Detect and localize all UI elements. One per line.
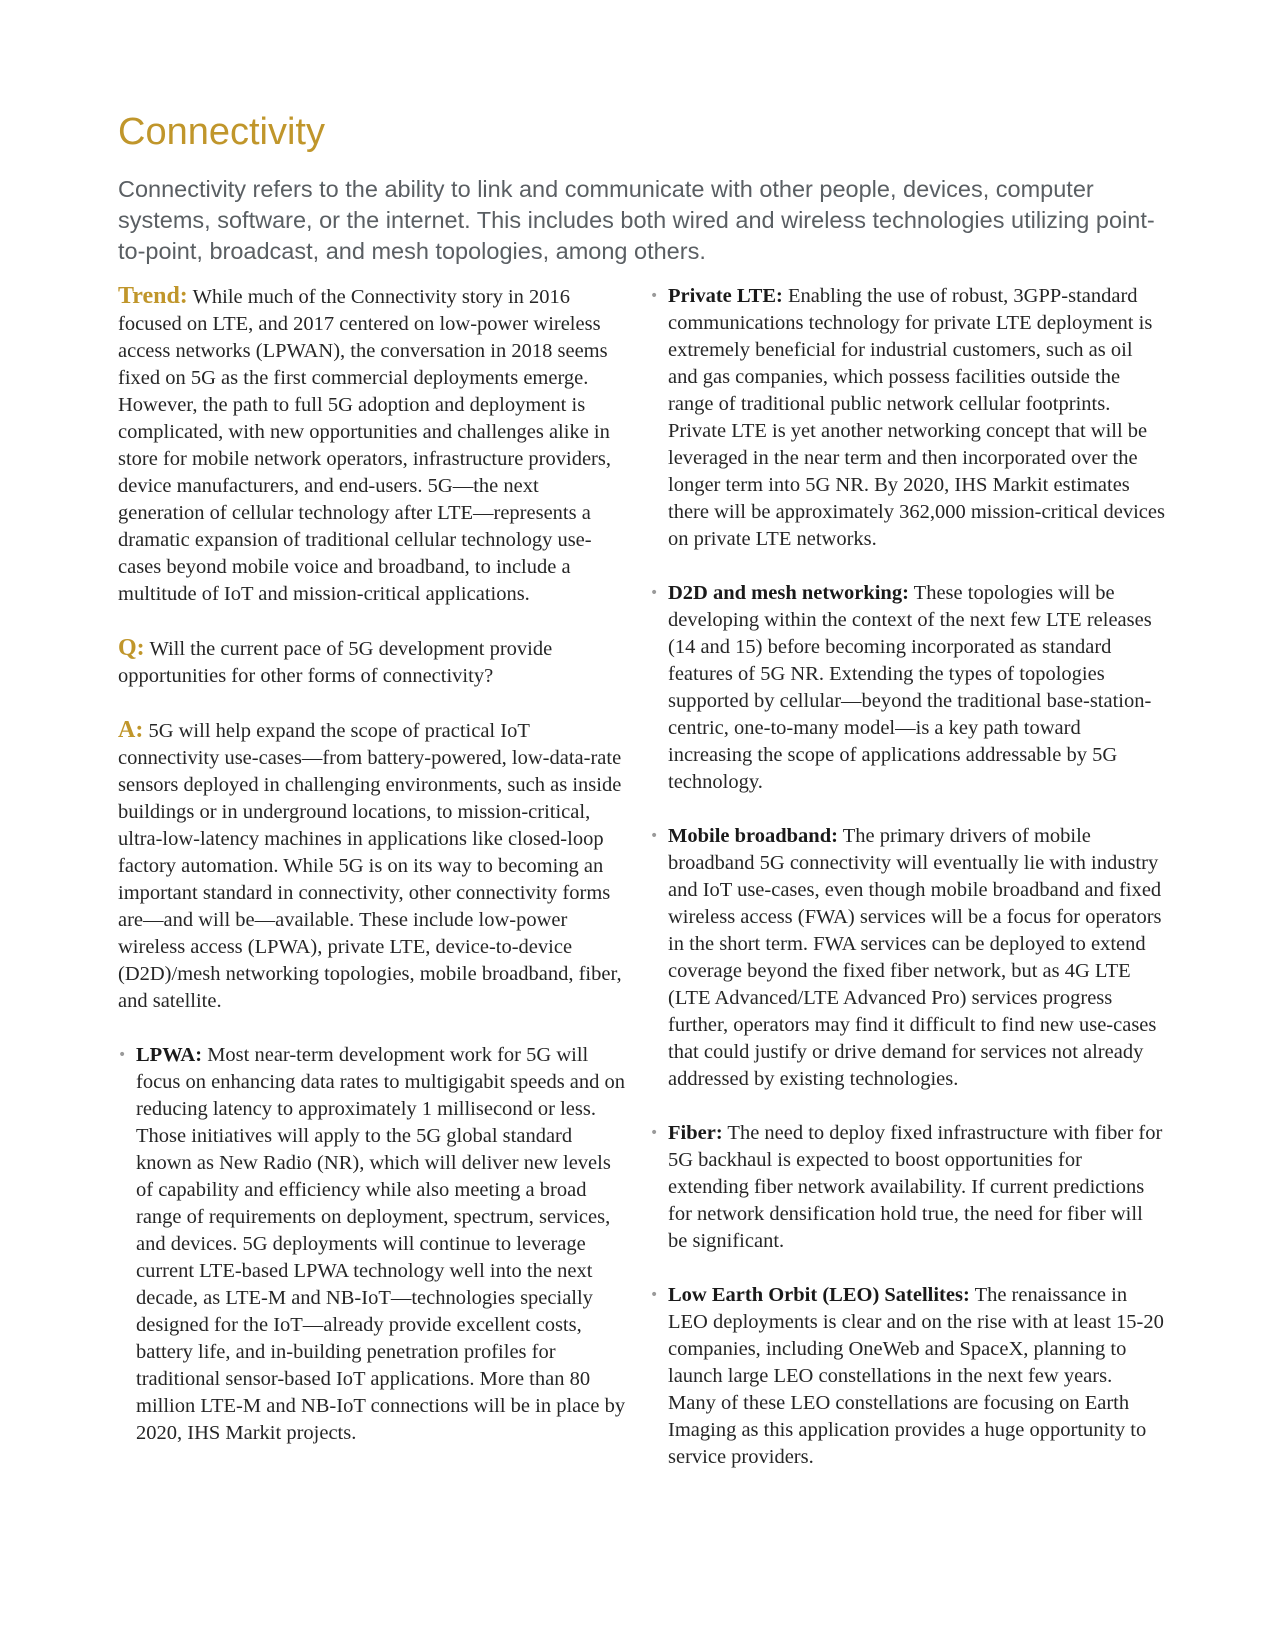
question-label: Q:: [118, 635, 145, 661]
answer-paragraph: [118, 717, 628, 1015]
bullet-icon: •: [118, 1047, 127, 1063]
bullet-item-fiber: [650, 1120, 1165, 1255]
bullet-term: Private LTE:: [668, 285, 783, 307]
bullet-icon: •: [650, 828, 659, 844]
bullet-text: Enabling the use of robust, 3GPP-standard communications technology for private LTE deployment is extremely beneficial for industrial customers, such as oil and gas companies, which possess facilities outside the range of traditional public network cellular footprints. Private LTE is yet another networking concept that will be leveraged in the near term and then incorporated over the longer term into 5G NR. By 2020, IHS Markit estimates there will be approximately 362,000 mission-critical devices on private LTE networks.: [668, 285, 1165, 550]
bullet-term: Mobile broadband:: [668, 825, 838, 847]
question-paragraph: [118, 635, 628, 690]
bullet-icon: •: [650, 1125, 659, 1141]
right-column: [650, 283, 1165, 1498]
bullet-text: These topologies will be developing within the context of the next few LTE releases (14 and 15) before becoming incorporated as standard features of 5G NR. Extending the types of topologies supported by cellular—beyond the traditional base-station-centric, one-to-many model—is a key path toward increasing the scope of applications addressable by 5G technology.: [668, 582, 1152, 793]
bullet-item-leo-satellites: [650, 1282, 1165, 1471]
intro-paragraph: Connectivity refers to the ability to link and communicate with other people, devices, computer systems, software, or the internet. This includes both wired and wireless technologies utilizing point-to-point, broadcast, and mesh topologies, among others.: [118, 176, 1155, 264]
bullet-term: LPWA:: [136, 1044, 203, 1066]
answer-label: A:: [118, 717, 144, 743]
bullet-item-d2d-mesh: [650, 580, 1165, 796]
bullet-text: The primary drivers of mobile broadband 5G connectivity will eventually lie with industry and IoT use-cases, even though mobile broadband and fixed wireless access (FWA) services will be a focus for operators in the short term. FWA services can be deployed to extend coverage beyond the fixed fiber network, but as 4G LTE (LTE Advanced/LTE Advanced Pro) services progress further, operators may find it difficult to find new use-cases that could justify or drive demand for services not already addressed by existing technologies.: [668, 825, 1162, 1090]
question-text: Will the current pace of 5G development provide opportunities for other forms of connectivity?: [118, 638, 553, 687]
bullet-item-mobile-broadband: [650, 823, 1165, 1093]
trend-paragraph: [118, 283, 628, 608]
bullet-term: Low Earth Orbit (LEO) Satellites:: [668, 1284, 970, 1306]
bullet-list-left: [118, 1042, 628, 1447]
bullet-term: D2D and mesh networking:: [668, 582, 909, 604]
bullet-item-lpwa: [118, 1042, 628, 1447]
bullet-item-private-lte: [650, 283, 1165, 553]
page-title: Connectivity: [118, 111, 325, 153]
bullet-term: Fiber:: [668, 1122, 723, 1144]
bullet-icon: •: [650, 288, 659, 304]
bullet-icon: •: [650, 585, 659, 601]
trend-text: While much of the Connectivity story in 2016 focused on LTE, and 2017 centered on low-power wireless access networks (LPWAN), the conversation in 2018 seems fixed on 5G as the first commercial deployments emerge. However, the path to full 5G adoption and deployment is complicated, with new opportunities and challenges alike in store for mobile network operators, infrastructure providers, device manufacturers, and end-users. 5G—the next generation of cellular technology after LTE—represents a dramatic expansion of traditional cellular technology use-cases beyond mobile voice and broadband, to include a multitude of IoT and mission-critical applications.: [118, 286, 611, 605]
answer-text: 5G will help expand the scope of practical IoT connectivity use-cases—from battery-powered, low-data-rate sensors deployed in challenging environments, such as inside buildings or in underground locations, to mission-critical, ultra-low-latency machines in applications like closed-loop factory automation. While 5G is on its way to becoming an important standard in connectivity, other connectivity forms are—and will be—available. These include low-power wireless access (LPWA), private LTE, device-to-device (D2D)/mesh networking topologies, mobile broadband, fiber, and satellite.: [118, 720, 622, 1012]
bullet-text: Most near-term development work for 5G will focus on enhancing data rates to multigigabit speeds and on reducing latency to approximately 1 millisecond or less. Those initiatives will apply to the 5G global standard known as New Radio (NR), which will deliver new levels of capability and efficiency while also meeting a broad range of requirements on deployment, spectrum, services, and devices. 5G deployments will continue to leverage current LTE-based LPWA technology well into the next decade, as LTE-M and NB-IoT—technologies specially designed for the IoT—already provide excellent costs, battery life, and in-building penetration profiles for traditional sensor-based IoT applications. More than 80 million LTE-M and NB-IoT connections will be in place by 2020, IHS Markit projects.: [136, 1044, 626, 1444]
bullet-text: The renaissance in LEO deployments is clear and on the rise with at least 15-20 companies, including OneWeb and SpaceX, planning to launch large LEO constellations in the next few years. Many of these LEO constellations are focusing on Earth Imaging as this application provides a huge opportunity to service providers.: [668, 1284, 1164, 1468]
trend-label: Trend:: [118, 283, 188, 309]
left-column: [118, 283, 628, 1474]
bullet-icon: •: [650, 1287, 659, 1303]
bullet-list-right: [650, 283, 1165, 1471]
bullet-text: The need to deploy fixed infrastructure with fiber for 5G backhaul is expected to boost opportunities for extending fiber network availability. If current predictions for network densification hold true, the need for fiber will be significant.: [668, 1122, 1163, 1252]
